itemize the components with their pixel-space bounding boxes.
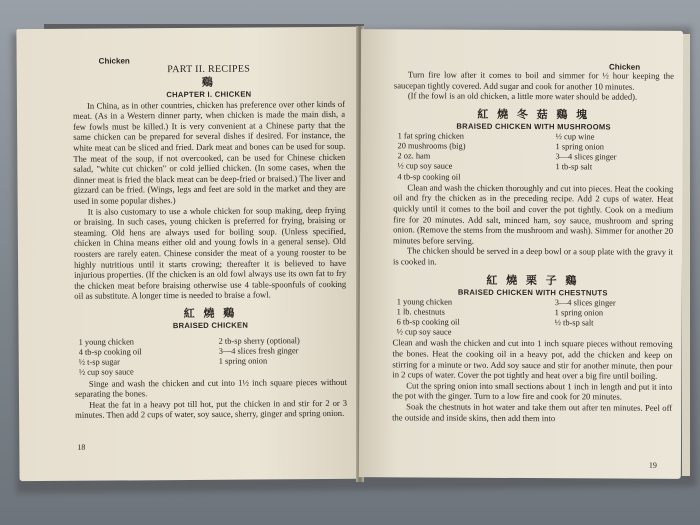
ingredient: 1 tb-sp salt: [555, 162, 593, 172]
ingredient: ½ cup soy sauce: [397, 161, 453, 172]
running-header: Chicken: [98, 56, 130, 66]
ingredient: 3—4 slices fresh ginger: [218, 346, 299, 356]
left-page-content: [73, 54, 348, 421]
ingredient: 3—4 slices ginger: [555, 152, 617, 162]
ingredient: ½ tb-sp salt: [554, 318, 594, 328]
ingredient: ½ cup soy sauce: [396, 327, 452, 337]
continued-paragraph: (If the fowl is an old chicken, a little more water should be added).: [407, 90, 638, 102]
method-paragraph: The chicken should be served in a deep bowl or a soup plate with the gravy it is cooked in.: [392, 245, 674, 267]
recipe-title: BRAISED CHICKEN WITH MUSHROOMS: [456, 121, 611, 132]
page-number: 19: [648, 460, 657, 470]
ingredient: ½ cup wine: [555, 131, 595, 142]
method-paragraph: Clean and wash the chicken thoroughly and cut into pieces. Heat the cooking oil and fry the chicken as in the preceding recipe. Add 2 cups of water. Heat quickly until it comes to the boil and cover the pot tightly. Cook on a medium fire for 20 minutes. Add salt, minced ham, soy sauce, mushroom and spring onion. (Remove the stems from the mushroom and wash). Simmer for another 20 minutes before serving.: [393, 182, 674, 246]
method-paragraph: Singe and wash the chicken and cut into 1½ inch square pieces without separating the bones.: [74, 376, 347, 400]
recipe-title: BRAISED CHICKEN: [172, 320, 249, 330]
ingredient: 3—4 slices ginger: [554, 297, 616, 308]
ingredient: 1 lb. chestnuts: [396, 307, 445, 317]
page-number: 18: [77, 442, 86, 452]
ingredient: ½ t-sp sugar: [78, 357, 120, 368]
ingredient: [215, 366, 347, 377]
ingredient: 1 spring onion: [218, 356, 268, 367]
ingredient: ½ cup soy sauce: [78, 367, 134, 378]
part-chinese-title: 鷄: [201, 76, 216, 89]
chapter-title: CHAPTER I. CHICKEN: [166, 89, 252, 99]
ingredient: [551, 173, 673, 184]
ingredient: [551, 328, 673, 339]
ingredient: 1 spring onion: [555, 142, 604, 152]
recipe-title: BRAISED CHICKEN WITH CHESTNUTS: [457, 287, 608, 298]
ingredient: 1 spring onion: [554, 307, 604, 318]
running-header: Chicken: [608, 62, 641, 72]
ingredients-list: [75, 336, 347, 379]
intro-paragraph: It is also customary to use a whole chicken for soup making, deep frying or braising. In such cases, young chicken is preferred for frying, braising or steaming. Old hens are always used for boiling soup. (Unless specified, chicken in China means either old and young fowls in a general sense). Old roosters are rarely eaten. Chinese consider the meat of a young rooster to be highly nutritious until it starts crowing; thereafter it is believed to have injurious properties. (If the chicken is an old fowl always use its own fat to fry the chicken meat before braising otherwise use 4 table-spoonfuls of cooking oil as substitute. A longer time is needed to braise a fowl.: [73, 204, 347, 302]
right-page-content: [392, 69, 674, 424]
ingredient: 6 tb-sp cooking oil: [396, 317, 460, 327]
ingredient: 1 young chicken: [78, 337, 135, 347]
ingredient: 4 tb-sp cooking oil: [397, 171, 461, 182]
page-stack-edge: [682, 34, 690, 476]
recipe-chinese-title: 紅 燒 鷄: [183, 307, 238, 320]
method-paragraph: Soak the chestnuts in hot water and take them out after ten minutes. Peel off the outside and inside skins, then add them into: [392, 401, 673, 423]
ingredients-list: [393, 131, 673, 183]
ingredient: 4 tb-sp cooking oil: [78, 347, 142, 357]
ingredient: 2 oz. ham: [397, 151, 431, 161]
part-title: PART II. RECIPES: [167, 63, 251, 76]
ingredient: 1 fat spring chicken: [397, 131, 464, 141]
ingredients-list: [393, 297, 673, 339]
method-paragraph: Clean and wash the chicken and cut into 1 inch square pieces without removing the bones. Heat the cooking oil in a heavy pot, add the chicken and keep on stirring for a minute or two. Add soy sauce and stir for another minute, then pour in 2 cups of water. Cover the pot tightly and heat over a big fire until boiling.: [392, 337, 673, 381]
ingredient: 20 mushrooms (big): [397, 141, 466, 151]
left-page: [16, 27, 361, 481]
intro-paragraph: In China, as in other countries, chicken has preference over other kinds of meat. (As in a Western dinner party, when chicken is made the main dish, a few fowls must be killed.) It is very convenient at a Chinese party that the same chicken can be prepared for several dishes if desired. For instance, the white meat can be sliced and fried. Dark meat and bones can be used for soup. The meat of the soup, if not overcooked, can be used for Chinese chicken salad, "white cut chicken" or cold jellied chicken. (In some cases, when the dinner meat is fried the black meat can be deep-fried or braised.) The liver and gizzard can be fried. (Wings, legs and feet are sold in the market and they are used in some popular dishes.): [72, 98, 346, 206]
continued-paragraph: Turn fire low after it comes to boil and simmer for ½ hour keeping the saucepan tightly covered. Add sugar and cook for another 10 minutes.: [393, 69, 674, 92]
right-page: [359, 29, 683, 479]
recipe-chinese-title: 紅 燒 冬 菇 鷄 塊: [477, 108, 591, 122]
method-paragraph: Cut the spring onion into small sections about 1 inch in length and put it into the pot with the ginger. Turn to a low fire and cook for 20 minutes.: [392, 380, 673, 402]
ingredient: 2 tb-sp sherry (optional): [218, 336, 300, 346]
recipe-chinese-title: 紅 燒 栗 子 鷄: [486, 274, 580, 287]
ingredient: 1 young chicken: [396, 296, 453, 307]
method-paragraph: Heat the fat in a heavy pot till hot, put the chicken in and stir for 2 or 3 minutes. Then add 2 cups of water, soy sauce, sherry, ginger and spring onion.: [75, 397, 348, 421]
